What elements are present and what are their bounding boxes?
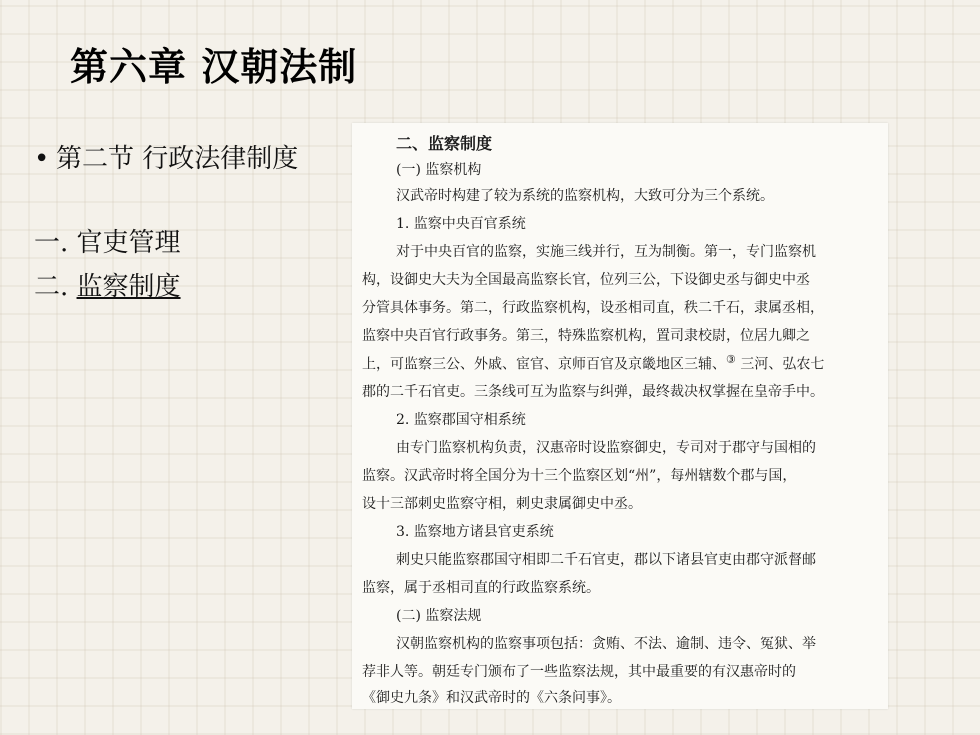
doc-line: 汉武帝时构建了较为系统的监察机构，大致可分为三个系统。 bbox=[396, 188, 774, 204]
doc-line: 3. 监察地方诸县官吏系统 bbox=[396, 524, 554, 540]
doc-line: 2. 监察郡国守相系统 bbox=[396, 412, 526, 428]
doc-line: 郡的二千石官吏。三条线可互为监察与纠弹，最终裁决权掌握在皇帝手中。 bbox=[362, 384, 824, 400]
scanned-document bbox=[352, 123, 888, 709]
doc-heading: 二、监察制度 bbox=[396, 134, 493, 153]
doc-line: 设十三部刺史监察守相，刺史隶属御史中丞。 bbox=[362, 496, 642, 512]
outline-item-1-text: 官吏管理 bbox=[76, 228, 181, 258]
doc-line bbox=[362, 353, 824, 374]
slide-title: 第六章 汉朝法制 bbox=[70, 45, 358, 89]
doc-subheading-1: (一) 监察机构 bbox=[396, 162, 482, 178]
outline-item-2-link[interactable]: 监察制度 bbox=[76, 272, 181, 302]
doc-line: 对于中央百官的监察，实施三线并行，互为制衡。第一，专门监察机 bbox=[396, 244, 816, 260]
bullet-dot: • bbox=[34, 144, 50, 174]
outline-item-2[interactable] bbox=[34, 266, 181, 303]
doc-line: 1. 监察中央百官系统 bbox=[396, 216, 526, 232]
doc-line: 构，设御史大夫为全国最高监察长官，位列三公，下设御史丞与御史中丞 bbox=[362, 272, 810, 288]
doc-subheading-2: (二) 监察法规 bbox=[396, 608, 482, 624]
doc-line: 监察。汉武帝时将全国分为十三个监察区划“州”，每州辖数个郡与国， bbox=[362, 468, 797, 484]
doc-line-part: 上，可监察三公、外戚、宦官、京师百官及京畿地区三辅、 bbox=[362, 356, 726, 373]
doc-line-part: 三河、弘农七 bbox=[735, 356, 825, 373]
doc-line: 荐非人等。朝廷专门颁布了一些监察法规，其中最重要的有汉惠帝时的 bbox=[362, 664, 796, 680]
outline-item-1-number: 一. bbox=[34, 228, 69, 258]
section-bullet bbox=[34, 138, 298, 175]
doc-line: 《御史九条》和汉武帝时的《六条问事》。 bbox=[362, 690, 621, 706]
doc-line: 汉朝监察机构的监察事项包括：贪贿、不法、逾制、违令、冤狱、举 bbox=[396, 636, 816, 652]
doc-line: 监察，属于丞相司直的行政监察系统。 bbox=[362, 580, 600, 596]
doc-line: 监察中央百官行政事务。第三，特殊监察机构，置司隶校尉，位居九卿之 bbox=[362, 328, 810, 344]
outline-item-1 bbox=[34, 222, 181, 259]
doc-line: 分管具体事务。第二，行政监察机构，设丞相司直，秩二千石，隶属丞相， bbox=[362, 300, 824, 316]
outline-item-2-number: 二. bbox=[34, 272, 69, 302]
footnote-marker: ③ bbox=[726, 353, 736, 366]
doc-line: 刺史只能监察郡国守相即二千石官吏，郡以下诸县官吏由郡守派督邮 bbox=[396, 552, 816, 568]
section-title: 第二节 行政法律制度 bbox=[56, 144, 299, 174]
doc-line: 由专门监察机构负责，汉惠帝时设监察御史，专司对于郡守与国相的 bbox=[396, 440, 816, 456]
